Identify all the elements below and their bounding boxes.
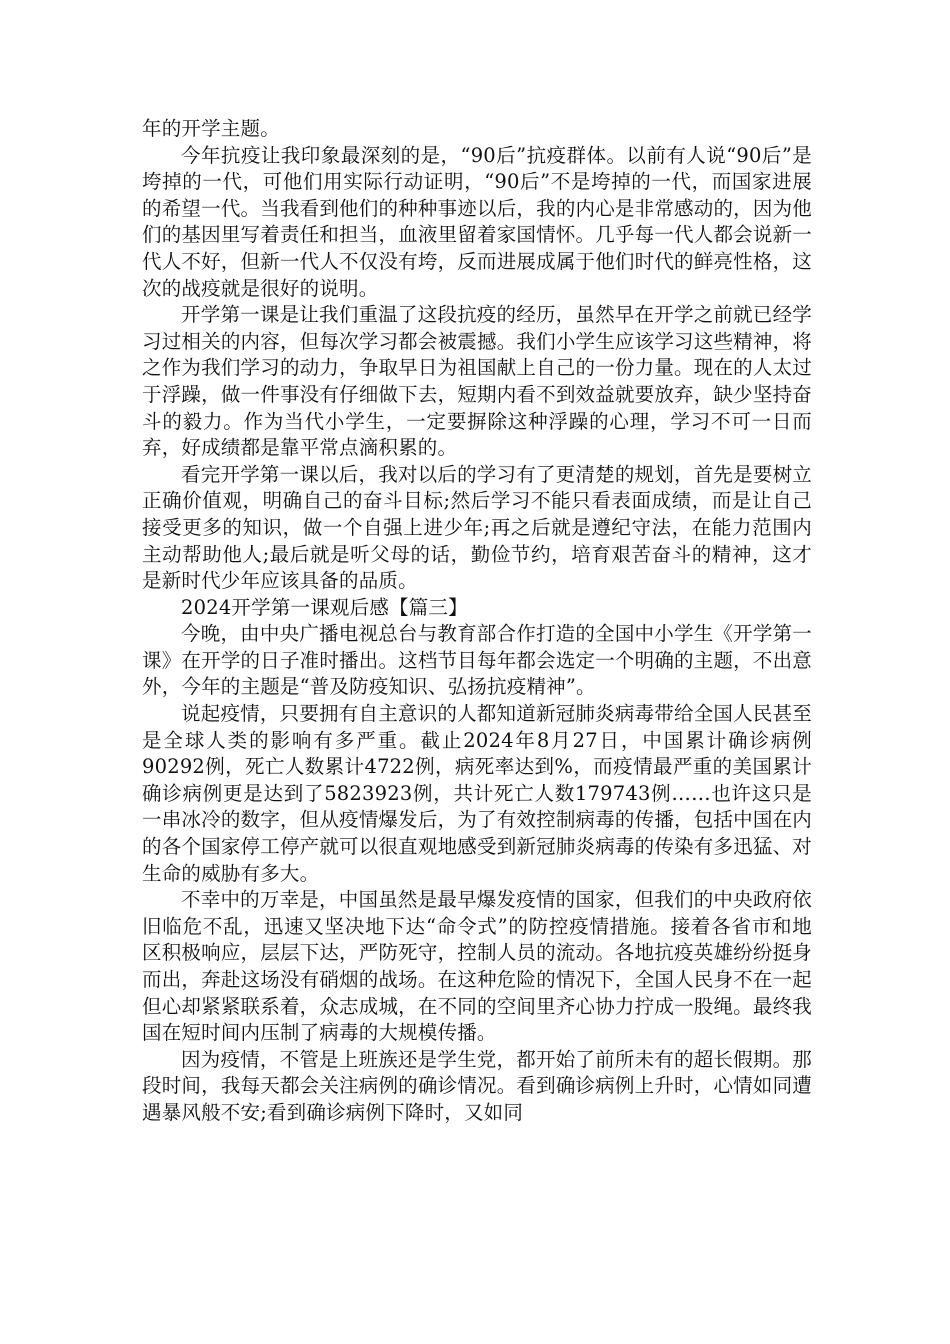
paragraph-5: 今晚，由中央广播电视总台与教育部合作打造的全国中小学生《开学第一课》在开学的日子准时播出。这档节目每年都会选定一个明确的主题，不出意外，今年的主题是“普及防疫知识、弘扬抗疫精神”。	[142, 622, 812, 699]
document-page	[142, 116, 812, 1127]
section-heading: 2024开学第一课观后感【篇三】	[181, 595, 468, 619]
paragraph-1: 年的开学主题。	[142, 117, 280, 140]
paragraph-8: 因为疫情，不管是上班族还是学生党，都开始了前所未有的超长假期。那段时间，我每天都会关注病例的确诊情况。看到确诊病例上升时，心情如同遭遇暴风般不安;看到确诊病例下降时，又如同	[142, 1047, 812, 1124]
paragraph-7: 不幸中的万幸是，中国虽然是最早爆发疫情的国家，但我们的中央政府依旧临危不乱，迅速又坚决地下达“命令式”的防控疫情措施。接着各省市和地区积极响应，层层下达，严防死守，控制人员的流动。各地抗疫英雄纷纷挺身而出，奔赴这场没有硝烟的战场。在这种危险的情况下，全国人民身不在一起但心却紧紧联系着，众志成城，在不同的空间里齐心协力拧成一股绳。最终我国在短时间内压制了病毒的大规模传播。	[142, 888, 812, 1045]
paragraph-3: 开学第一课是让我们重温了这段抗疫的经历，虽然早在开学之前就已经学习过相关的内容，但每次学习都会被震撼。我们小学生应该学习这些精神，将之作为我们学习的动力，争取早日为祖国献上自己的一份力量。现在的人太过于浮躁，做一件事没有仔细做下去，短期内看不到效益就要放弃，缺少坚持奋斗的毅力。作为当代小学生，一定要摒除这种浮躁的心理，学习不可一日而弃，好成绩都是靠平常点滴积累的。	[142, 303, 812, 460]
paragraph-4: 看完开学第一课以后，我对以后的学习有了更清楚的规划，首先是要树立正确价值观，明确自己的奋斗目标;然后学习不能只看表面成绩，而是让自己接受更多的知识，做一个自强上进少年;再之后就是遵纪守法，在能力范围内主动帮助他人;最后就是听父母的话，勤俭节约，培育艰苦奋斗的精神，这才是新时代少年应该具备的品质。	[142, 462, 812, 593]
paragraph-6: 说起疫情，只要拥有自主意识的人都知道新冠肺炎病毒带给全国人民甚至是全球人类的影响有多严重。截止2024年8月27日，中国累计确诊病例90292例，死亡人数累计4722例，病死率达到%，而疫情最严重的美国累计确诊病例更是达到了5823923例，共计死亡人数179743例……也许这只是一串冰冷的数字，但从疫情爆发后，为了有效控制病毒的传播，包括中国在内的各个国家停工停产就可以很直观地感受到新冠肺炎病毒的传染有多迅猛、对生命的威胁有多大。	[142, 702, 812, 885]
paragraph-2: 今年抗疫让我印象最深刻的是，“90后”抗疫群体。以前有人说“90后”是垮掉的一代，可他们用实际行动证明，“90后”不是垮掉的一代，而国家进展的希望一代。当我看到他们的种种事迹以后，我的内心是非常感动的，因为他们的基因里写着责任和担当，血液里留着家国情怀。几乎每一代人都会说新一代人不好，但新一代人不仅没有垮，反而进展成属于他们时代的鲜亮性格，这次的战疫就是很好的说明。	[142, 143, 812, 300]
